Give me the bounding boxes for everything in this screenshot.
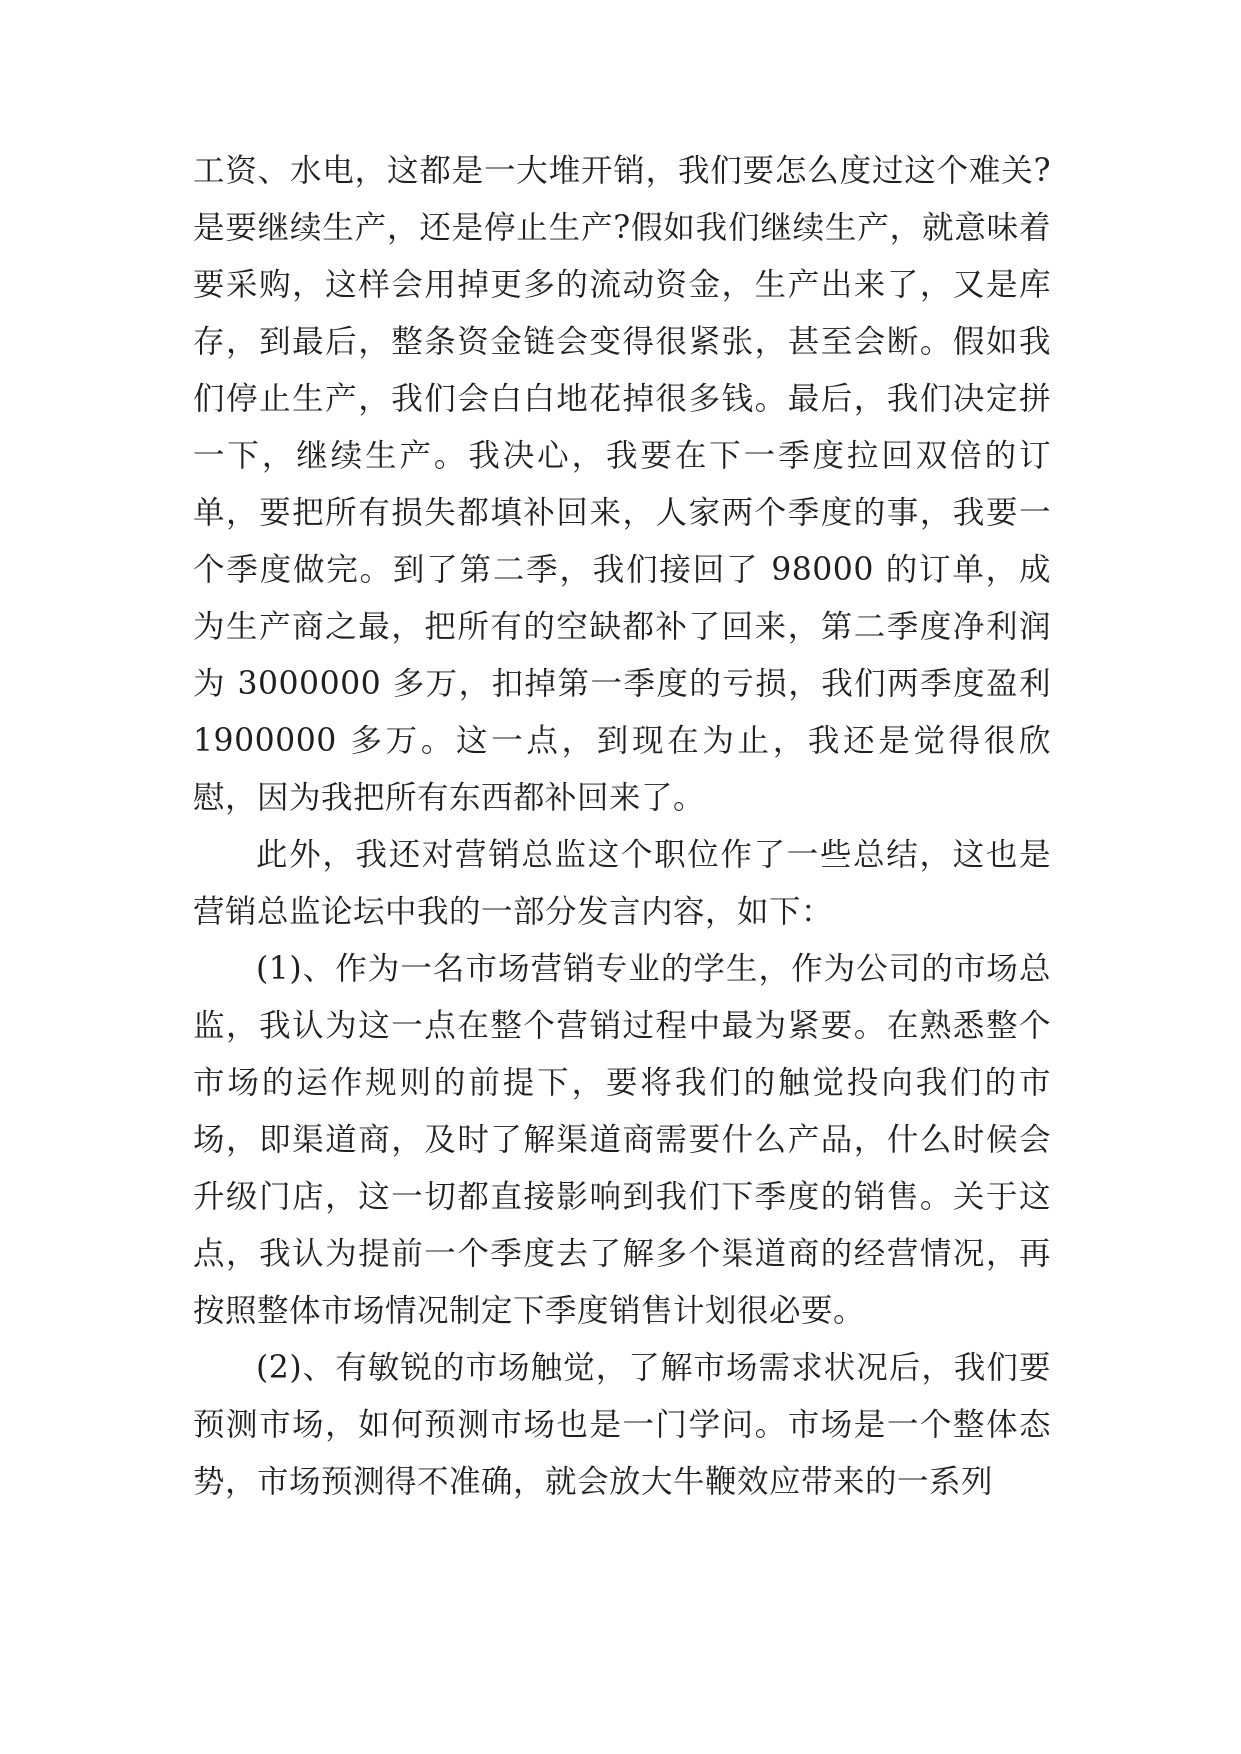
paragraph-point-2: (2)、有敏锐的市场触觉，了解市场需求状况后，我们要预测市场，如何预测市场也是一门学问。市场是一个整体态势，市场预测得不准确，就会放大牛鞭效应带来的一系列 (193, 1350, 1051, 1500)
paragraph-point-1: (1)、作为一名市场营销专业的学生，作为公司的市场总监，我认为这一点在整个营销过程中最为紧要。在熟悉整个市场的运作规则的前提下，要将我们的触觉投向我们的市场，即渠道商，及时了解渠道商需要什么产品，什么时候会升级门店，这一切都直接影响到我们下季度的销售。关于这点，我认为提前一个季度去了解多个渠道商的经营情况，再按照整体市场情况制定下季度销售计划很必要。 (193, 951, 1051, 1329)
document-body (193, 143, 1051, 1511)
paragraph-marketing-summary-intro: 此外，我还对营销总监这个职位作了一些总结，这也是营销总监论坛中我的一部分发言内容，如下： (193, 837, 1051, 930)
paragraph-cash-flow-story: 工资、水电，这都是一大堆开销，我们要怎么度过这个难关?是要继续生产，还是停止生产?假如我们继续生产，就意味着要采购，这样会用掉更多的流动资金，生产出来了，又是库存，到最后，整条资金链会变得很紧张，甚至会断。假如我们停止生产，我们会白白地花掉很多钱。最后，我们决定拼一下，继续生产。我决心，我要在下一季度拉回双倍的订单，要把所有损失都填补回来，人家两个季度的事，我要一个季度做完。到了第二季，我们接回了 98000 的订单，成为生产商之最，把所有的空缺都补了回来，第二季度净利润为 3000000 多万，扣掉第一季度的亏损，我们两季度盈利 1900000 多万。这一点，到现在为止，我还是觉得很欣慰，因为我把所有东西都补回来了。 (193, 153, 1051, 816)
